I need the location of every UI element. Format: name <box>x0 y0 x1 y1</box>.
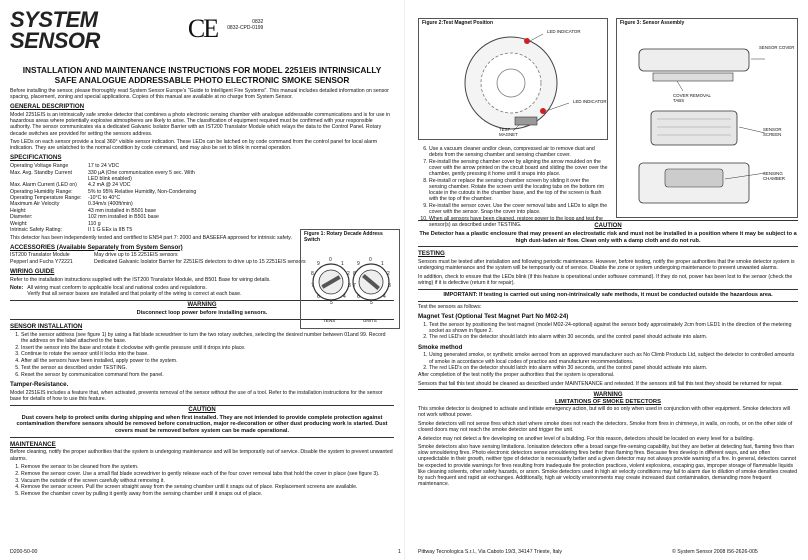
figure-1-tens-label: TENS <box>323 318 336 323</box>
caution-text: Dust covers help to protect units during shipping and when first installed. They are not intended to provide complete protection against contamination therefore sensors should be removed before construction, major re-decoration or other dust producing work is started. Dust covers must be removed before system can be made operational. <box>10 415 394 438</box>
header <box>10 7 394 64</box>
rotary-switch-icon <box>301 246 399 326</box>
test-as-follows: Test the sensors as follows: <box>418 303 482 310</box>
installation-step: 4. After all the sensors have been installed, apply power to the system. <box>21 358 394 364</box>
maintenance-steps <box>10 464 394 497</box>
general-paragraph-1: Model 2251EIS is an intrinsically safe smoke detector that combines a photo electronic sensing chamber with analogue addressable communications and is for use in hazardous areas where potentially explosive atmospheres are likely to arise. The classification of equipment required must be confirmed with your responsible authority. The sensor communicates via a dedicated Galvanic Isolator Barrier with an IST200 Translator Module which relays the data to the Control Panel. Rotary decade switches are provided for setting the sensors address. <box>10 112 391 137</box>
footer-copyright: © System Sensor 2008 I56-2626-005 <box>672 548 758 555</box>
magnet-test-step: 1. Test the sensor by positioning the test magnet (model M02-24-optional) against the sensor body approximately 2cm from LED1 in the direction of the metering socket as shown in figure 2. <box>429 322 798 334</box>
intro-paragraph: Before installing the sensor, please thoroughly read System Sensor Europe's "Guide to Intelligent Fire Systems". This manual includes detailed information on sensor spacing, placement, zoning and special applications. Copies of this manual are available at no charge from System Sensor. <box>10 88 389 101</box>
maintenance-step: 9. Re-install the sensor cover. Use the cover removal tabs and LEDs to align the cover with the sensor. Snap the cover into place. <box>429 203 608 215</box>
spec-value: 110 g <box>88 220 101 227</box>
document-title <box>10 66 394 85</box>
smoke-method-steps <box>418 352 798 371</box>
figure-3-tabs-label: COVER REMOVAL TABS <box>673 93 711 104</box>
figure-1-units-label: UNITS <box>363 318 377 323</box>
detector-top-view-icon <box>419 29 607 137</box>
svg-text:9: 9 <box>317 260 320 267</box>
installation-step: 6. Reset the sensor by communication command from the panel. <box>21 372 394 378</box>
maintenance-step: 6. Use a vacuum cleaner and/or clean, compressed air to remove dust and debris from the sensing chamber and sensing chamber cover. <box>429 146 608 158</box>
maintenance-heading: MAINTENANCE <box>10 440 56 448</box>
tamper-paragraph: Model 2251EIS includes a feature that, when activated, prevents removal of the sensor without the use of a tool. Refer to the installation instructions for the sensor base for details of how to use this feature. <box>10 389 383 402</box>
svg-text:9: 9 <box>357 260 360 267</box>
testing-paragraph-1: Sensors must be tested after installation and following periodic maintenance. However, before testing, notify the proper authorities that the smoke detector system is undergoing maintenance and the system will be temporarily out of service. Disable the zone or system undergoing maintenance to prevent unwanted alarms. <box>418 259 795 272</box>
svg-text:1: 1 <box>381 260 384 267</box>
wiring-paragraph: Refer to the installation instructions supplied with the IST200 Translator Module, and B501 Base for wiring details. <box>10 276 271 283</box>
caution-title: CAUTION <box>188 406 216 413</box>
spec-label: Max. Alarm Current (LED on) <box>10 182 77 189</box>
figure-2-title: Figure 2:Test Magnet Position <box>422 20 494 26</box>
testing-heading: TESTING <box>418 250 445 258</box>
installation-step: 2. Insert the sensor into the base and rotate it clockwise with gentle pressure until it drops into place. <box>21 345 394 351</box>
spec-value: 102 mm installed in B501 base <box>88 214 159 221</box>
footer-company: Pittway Tecnologica S.r.l., Via Caboto 19/3, 34147 Trieste, Italy <box>418 548 562 555</box>
accessory-desc: May drive up to 15 2251EIS sensors <box>94 252 178 259</box>
spec-label: Maximum Air Velocity <box>10 201 60 208</box>
wiring-guide-heading: WIRING GUIDE <box>10 267 55 275</box>
certification <box>227 20 263 32</box>
figure-3-sensor-assembly <box>616 18 798 218</box>
spec-label: Intrinsic Safety Rating: <box>10 227 62 234</box>
svg-text:7: 7 <box>311 282 314 289</box>
general-description-heading: GENERAL DESCRIPTION <box>10 103 85 111</box>
limits-paragraph-2: Smoke detectors will not sense fires which start where smoke does not reach the detectors. Smoke from fires in chimneys, in walls, on roofs, or on the other side of closed doors may not reach the smoke detector and trigger the unit. <box>418 420 793 433</box>
maintenance-step: 3. Vacuum the outside of the screen carefully without removing it. <box>21 478 394 484</box>
logo-line-1: SYSTEM <box>10 7 98 32</box>
tamper-heading: Tamper-Resistance. <box>10 380 69 388</box>
limits-paragraph-4: Smoke detectors also have sensing limitations. Ionisation detectors offer a broad range fire-sensing capability, but they are better at detecting fast, flaming fires than slow smouldering fires. Photo electronic detectors sense smouldering fires better than flaming fires. Because fires develop in different ways, and are often unpredictable in their growth, neither type of detector is necessarily better and a given detector may not always provide warning of a fire. In general, detectors cannot be expected to provide warnings for fires resulting from inadequate fire protection practices, violent explosions, escaping gas, improper storage of flammable liquids like cleaning solvents, other safety hazards, or arson. Smoke detectors used in high air velocity conditions may fail to alarm due to dilution of smoke densities created by such frequent and rapid air exchanges. Additionally, high air velocity environments may create increased dust contamination, demanding more frequent maintenance. <box>418 444 798 487</box>
maintenance-step: 5. Remove the chamber cover by pulling it gently away from the sensing chamber until it snaps out of place. <box>21 491 394 497</box>
note-line-2: Verify that all sensor bases are installed and that polarity of the wiring is correct at each base. <box>27 291 242 298</box>
important-note: IMPORTANT: If testing is carried out using non-intrinsically safe methods, it must be conducted outside the hazardous area. <box>443 291 773 298</box>
installation-step: 5. Test the sensor as described under TESTING. <box>21 365 394 371</box>
svg-text:2: 2 <box>387 270 390 277</box>
spec-value: 5% to 95% Relative Humidity, Non-Condensing <box>88 188 197 195</box>
spec-value: 330 µA (One communication every 5 sec. With LED blink enabled) <box>88 169 195 182</box>
figure-3-chamber-label: SENSING CHAMBER <box>763 171 785 182</box>
cert-code: 0832-CPD-0199 <box>227 24 264 31</box>
sensor-assembly-exploded-icon <box>617 29 797 215</box>
maintenance-step: 8. Re-install or replace the sensing chamber screen by sliding it over the sensing chamber. Rotate the screen until the locating tabs on the bottom rim locate in the cutouts in the chamber base, and the top of the screen is flush with the top of the chamber. <box>429 178 608 203</box>
figure-2-led-label-1: LED INDICATOR <box>547 29 581 34</box>
figure-2-test-magnet <box>418 18 608 140</box>
general-paragraph-2: Two LEDs on each sensor provide a local 360° visible sensor indication. These LEDs can be latched on by code command from the control panel for local alarm indication. They are unlatched to the normal condition by code command, and may also be set to blink in normal operation. <box>10 139 378 152</box>
spec-value: -10°C to 40°C <box>88 195 121 201</box>
smoke-method-heading: Smoke method <box>418 343 463 351</box>
warning-limitations <box>418 389 798 406</box>
installation-step: 3. Continue to rotate the sensor until it locks into the base. <box>21 351 394 357</box>
installation-step: 1. Set the sensor address (see figure 1) by using a flat blade screwdriver to turn the two rotary switches, selecting the desired number between 01and 99. Record the address on the label attached to the base. <box>21 332 394 344</box>
system-sensor-logo <box>10 7 100 53</box>
accessory-name: Pepperl and Fuchs Y72221 <box>10 258 73 265</box>
figure-3-cover-label: SENSOR COVER <box>759 45 795 50</box>
svg-text:4: 4 <box>383 293 386 300</box>
smoke-method-step: 1. Using generated smoke, or synthetic smoke aerosol from an approved manufacturer such as No Climb Products Ltd, subject the detector to controlled amounts of smoke in accordance with local codes of practice and manufacturer recommendations. <box>429 352 798 364</box>
spec-label: Operating Voltage Range <box>10 163 69 170</box>
figure-1-rotary-switch <box>300 229 400 329</box>
figure-2-magnet-label: TEST MAGNET <box>499 127 518 138</box>
spec-value: II 1 G EEx ia IIB T5 <box>88 227 133 234</box>
svg-text:4: 4 <box>343 293 346 300</box>
maintenance-step: 1. Remove the sensor to be cleaned from the system. <box>21 464 394 470</box>
svg-text:0: 0 <box>369 256 372 263</box>
svg-text:0: 0 <box>329 256 332 263</box>
maintenance-paragraph: Before cleaning, notify the proper authorities that the system is undergoing maintenance and will be temporarily out of service. Disable the system to prevent unwanted alarms. <box>10 449 393 462</box>
magnet-test-step: 2. The red LED's on the detector should latch into alarm within 30 seconds, and the control panel should activate into alarm. <box>429 334 798 340</box>
maintenance-step: 10. When all sensors have been cleaned, restore power to the loop and test the sensor(s) as described under TESTING. <box>429 216 608 228</box>
spec-label: Height: <box>10 207 27 214</box>
smoke-method-step: 2. The red LED's on the detector should latch into alarm within 30 seconds, and the control panel should activate into alarm. <box>429 365 798 371</box>
maintenance-step: 2. Remove the sensor cover. Use a small flat blade screwdriver to gently release each of the four cover removal tabs that hold the cover in place (see figure 3). <box>21 471 394 477</box>
footer-doc-code: D200-50-00 <box>10 548 38 555</box>
spec-value: 4.2 mA @ 24 VDC <box>88 182 131 189</box>
logo-line-2: SENSOR <box>10 27 100 53</box>
after-test-paragraph: After completion of the test notify the proper authorities that the system is operational. <box>418 371 615 378</box>
title-line-2: SAFE ANALOGUE ADDRESSABLE PHOTO ELECTRONIC SMOKE SENSOR <box>54 74 350 85</box>
spec-label: Operating Temperature Range: <box>10 195 82 201</box>
svg-text:2: 2 <box>347 270 350 277</box>
figure-2-led-label-2: LED INDICATOR <box>573 99 607 104</box>
magnet-test-steps <box>418 322 798 341</box>
spec-note: This detector has been independently tested and certified to EN54 part 7: 2000 and BASEEFA approved for intrinsic safety. <box>10 234 292 241</box>
maintenance-step: 7. Re-install the sensing chamber cover by aligning the arrow moulded on the cover with the arrow printed on the circuit board and sliding the cover over the chamber, gently pressing it home until it snaps into place. <box>429 159 608 177</box>
accessory-name: IST200 Translator Module <box>10 252 70 259</box>
spec-label: Weight: <box>10 220 28 227</box>
note-label: Note: <box>10 285 24 292</box>
caution-dust-covers <box>10 405 394 438</box>
svg-text:3: 3 <box>348 282 351 289</box>
maintenance-steps-continued <box>418 146 608 228</box>
svg-text:3: 3 <box>388 282 391 289</box>
accessories-heading: ACCESSORIES (Available Separately from System Sensor) <box>10 243 183 251</box>
limits-paragraph-3: A detector may not detect a fire developing on another level of a building. For this reason, detectors should be located on every level for a building. <box>418 435 754 442</box>
spec-value: 0.34m/s (400ft/min) <box>88 201 133 208</box>
caution-electrostatic <box>418 220 798 247</box>
svg-text:8: 8 <box>353 270 356 277</box>
figure-1-title: Figure 1: Rotary Decade Address Switch <box>304 231 383 243</box>
svg-text:8: 8 <box>311 270 314 277</box>
footer-page-number: 1 <box>398 548 401 555</box>
figure-3-title: Figure 3: Sensor Assembly <box>620 20 685 26</box>
note-line-1: All wiring must conform to applicable local and national codes and regulations. <box>27 285 207 292</box>
warning-text: Disconnect loop power before installing sensors. <box>10 310 394 320</box>
svg-text:7: 7 <box>353 282 356 289</box>
maintenance-steps-continued-block <box>418 146 608 229</box>
svg-text:5: 5 <box>370 299 373 306</box>
right-main-content <box>418 218 798 490</box>
installation-steps <box>10 332 394 378</box>
svg-text:6: 6 <box>357 293 360 300</box>
spec-value: 17 to 24 VDC <box>88 163 120 170</box>
warning-title: WARNING <box>187 302 217 309</box>
spec-row <box>10 170 202 183</box>
accessory-desc: Dedicated Galvanic Isolator Barrier for 2251EIS detectors to drive up to 15 2251EIS sensors <box>94 258 306 265</box>
warning-2-subtitle: LIMITATIONS OF SMOKE DETECTORS <box>555 399 661 406</box>
figure-3-screen-label: SENSOR SCREEN <box>763 127 782 138</box>
magnet-test-heading: Magnet Test (Optional Test Magnet Part No M02-24) <box>418 312 569 320</box>
specifications-table <box>10 163 202 233</box>
title-line-1: INSTALLATION AND MAINTENANCE INSTRUCTIONS FOR MODEL 2251EIS INTRINSICALLY <box>22 65 382 75</box>
ce-mark: CE <box>187 14 218 43</box>
spec-label: Max. Avg. Standby Current <box>10 169 72 176</box>
svg-text:6: 6 <box>317 293 320 300</box>
installation-heading: SENSOR INSTALLATION <box>10 323 83 331</box>
maintenance-step: 4. Remove the sensor screen. Pull the screen straight away from the sensing chamber until it snaps out of place. Replacement screens are available. <box>21 484 394 490</box>
svg-text:1: 1 <box>341 260 344 267</box>
caution-2-title: CAUTION <box>594 223 622 229</box>
spec-label: Diameter: <box>10 214 33 221</box>
fail-test-paragraph: Sensors that fail this test should be cleaned as described under MAINTENANCE and retested. If the sensors still fail this test they should be returned for repair. <box>418 380 783 387</box>
spec-row <box>10 227 202 233</box>
caution-2-text: The Detector has a plastic enclosure that may present an electrostatic risk and must not be installed in a position where it may be subject to a high dust-laden air flow. Clean only with a damp cloth and do not rub. <box>419 231 797 244</box>
cert-number: 0832 <box>252 19 264 25</box>
spec-label: Operating Humidity Range: <box>10 188 73 195</box>
warning-2-title: WARNING <box>593 392 623 399</box>
specifications-heading: SPECIFICATIONS <box>10 154 62 162</box>
limits-paragraph-1: This smoke detector is designed to activate and initiate emergency action, but will do so only when used in conjunction with other equipment. Smoke detectors will not work without power. <box>418 406 790 419</box>
spec-value: 43 mm installed in B501 base <box>88 207 157 214</box>
testing-paragraph-2: In addition, check to ensure that the LEDs blink (if this feature is operational under software command). If they do not, power has been lost to the sensor (check the wiring) if it is defective (return it for repair). <box>418 273 793 286</box>
svg-text:5: 5 <box>330 299 333 306</box>
